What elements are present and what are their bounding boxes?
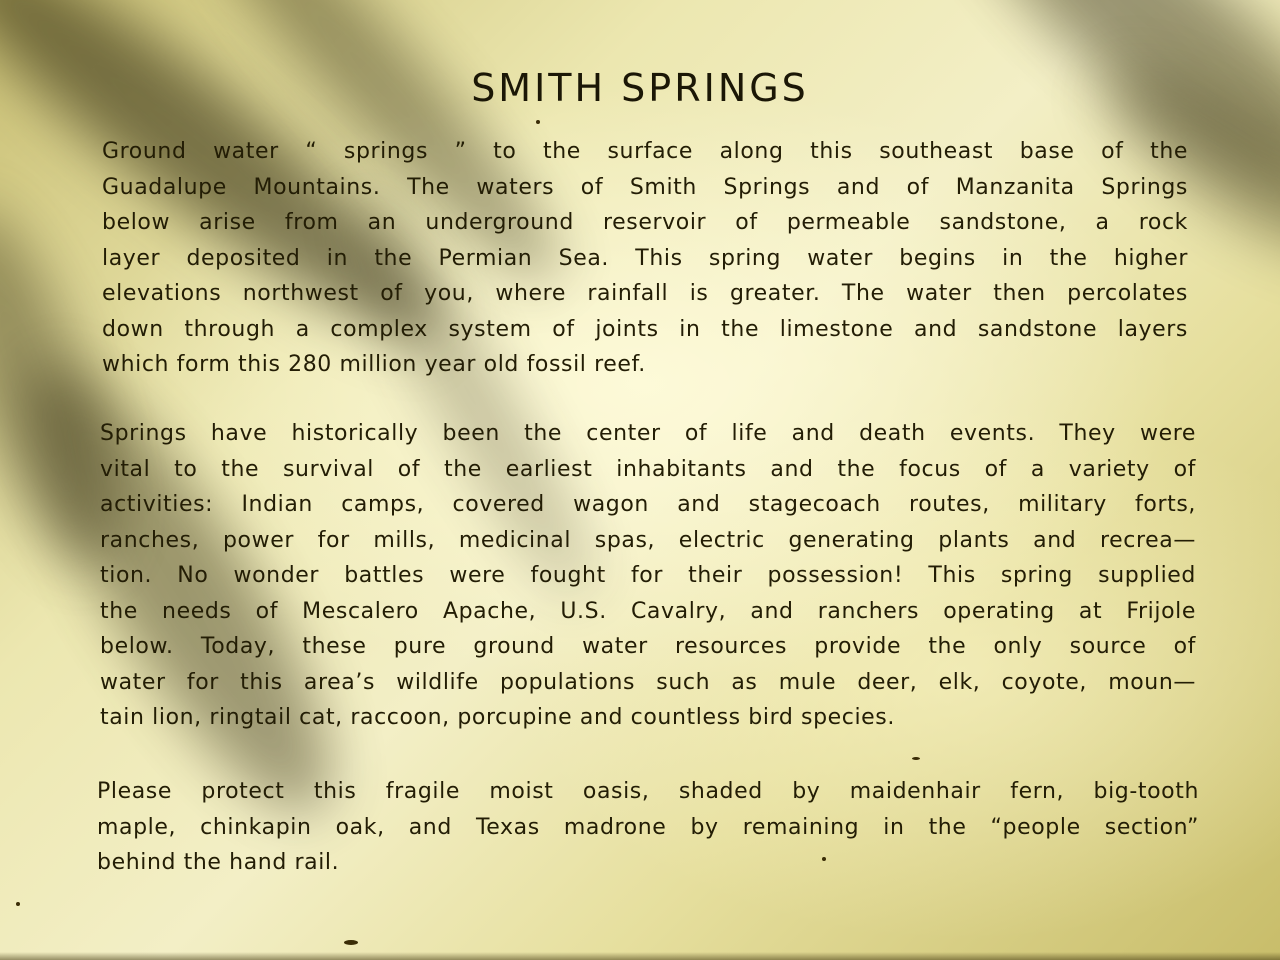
text-line: elevations northwest of you, where rainfall is greater. The water then percolates: [102, 281, 1188, 306]
surface-fleck: [822, 857, 826, 861]
text-line: water for this area’s wildlife populations such as mule deer, elk, coyote, moun—: [100, 669, 1196, 695]
text-line: layer deposited in the Permian Sea. This spring water begins in the higher: [102, 245, 1188, 271]
text-line: tain lion, ringtail cat, raccoon, porcupine and countless bird species.: [100, 705, 895, 730]
plaque-title: SMITH SPRINGS: [471, 66, 809, 110]
text-line: Please protect this fragile moist oasis, shaded by maidenhair fern, big-tooth: [97, 779, 1199, 804]
text-line: down through a complex system of joints in the limestone and sandstone layers: [102, 316, 1188, 342]
text-line: Guadalupe Mountains. The waters of Smith Springs and of Manzanita Springs: [102, 174, 1188, 200]
text-line: ranches, power for mills, medicinal spas, electric generating plants and recrea—: [100, 527, 1196, 553]
text-line: maple, chinkapin oak, and Texas madrone by remaining in the “people section”: [97, 814, 1199, 840]
text-line: Ground water “ springs ” to the surface along this southeast base of the: [102, 139, 1188, 164]
surface-fleck: [536, 120, 540, 124]
surface-fleck: [344, 940, 358, 945]
text-line: behind the hand rail.: [97, 850, 340, 875]
surface-fleck: [912, 757, 920, 760]
text-line: which form this 280 million year old fossil reef.: [102, 352, 646, 377]
plaque-edge: [0, 952, 1280, 960]
text-line: vital to the survival of the earliest inhabitants and the focus of a variety of: [100, 456, 1196, 482]
paragraph-history: [100, 416, 1196, 736]
surface-fleck: [16, 902, 20, 906]
text-line: the needs of Mescalero Apache, U.S. Cavalry, and ranchers operating at Frijole: [100, 598, 1196, 624]
paragraph-geology: [102, 134, 1188, 383]
text-line: Springs have historically been the center of life and death events. They were: [100, 421, 1196, 446]
text-line: activities: Indian camps, covered wagon and stagecoach routes, military forts,: [100, 492, 1196, 517]
text-line: below. Today, these pure ground water resources provide the only source of: [100, 634, 1196, 659]
text-line: tion. No wonder battles were fought for their possession! This spring supplied: [100, 563, 1196, 588]
text-line: below arise from an underground reservoir of permeable sandstone, a rock: [102, 210, 1188, 235]
paragraph-protect: [97, 774, 1199, 881]
